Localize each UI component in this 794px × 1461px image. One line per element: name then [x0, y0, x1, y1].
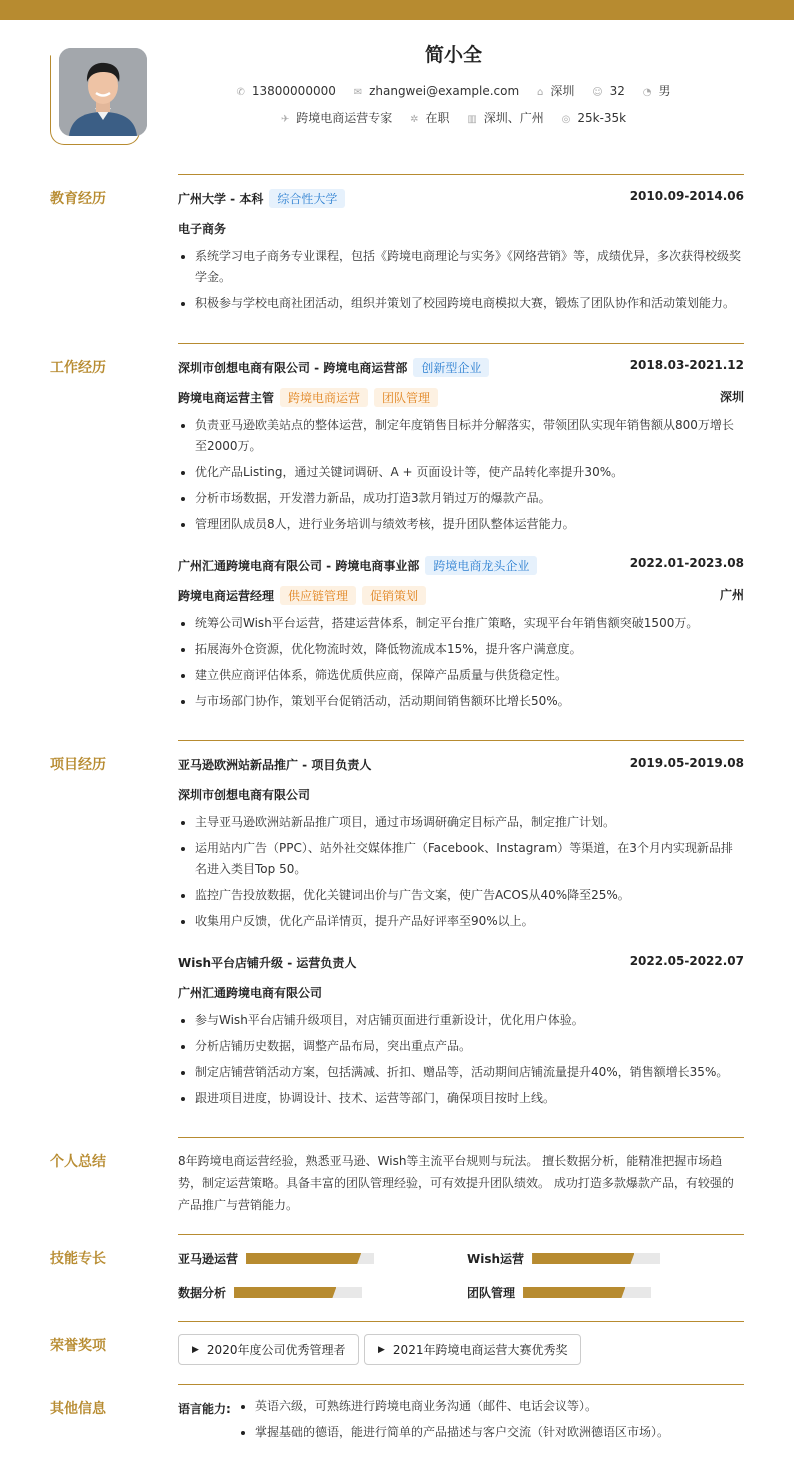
- email-value: zhangwei@example.com: [369, 84, 520, 98]
- skill-bar: [532, 1253, 660, 1264]
- education-major: 电子商务: [178, 222, 227, 236]
- list-item: 参与Wish平台店铺升级项目，对店铺页面进行重新设计，优化用户体验。: [178, 1010, 744, 1031]
- list-item: 掌握基础的德语，能进行简单的产品描述与客户交流（针对欧洲德语区市场）。: [238, 1422, 744, 1443]
- work-header: [178, 358, 744, 377]
- work-title: 工作经历: [50, 360, 106, 376]
- skill-bar-fill: [234, 1287, 336, 1298]
- school-tag: 综合性大学: [269, 189, 345, 208]
- phone-value: 13800000000: [251, 84, 336, 98]
- user-icon: ☺: [592, 87, 603, 98]
- project-bullets: [178, 812, 744, 937]
- building-icon: ▥: [467, 114, 477, 125]
- section-divider: [178, 174, 744, 175]
- status-value: 在职: [425, 111, 450, 125]
- city-item: [537, 82, 574, 99]
- salary-item: [562, 111, 627, 125]
- list-item: 积极参与学校电商社团活动，组织并策划了校园跨境电商模拟大赛，锻炼了团队协作和活动策划能力。: [178, 293, 744, 314]
- work-location: 深圳: [719, 390, 744, 404]
- skill-bar: [523, 1287, 651, 1298]
- list-item: 收集用户反馈，优化产品详情页，提升产品好评率至90%以上。: [178, 911, 744, 932]
- play-icon: ▶: [378, 1344, 385, 1355]
- list-item: 负责亚马逊欧美站点的整体运营，制定年度销售目标并分解落实，带领团队实现年销售额从800万增长至2000万。: [178, 415, 744, 457]
- list-item: 拓展海外仓资源，优化物流时效，降低物流成本15%，提升客户满意度。: [178, 639, 744, 660]
- list-item: 与市场部门协作，策划平台促销活动，活动期间销售额环比增长50%。: [178, 691, 744, 712]
- project-bullets: [178, 1010, 744, 1114]
- skill-name: Wish运营: [467, 1252, 525, 1266]
- other-title: 其他信息: [50, 1401, 106, 1417]
- skill-tag: 促销策划: [362, 586, 426, 605]
- project-period: 2019.05-2019.08: [629, 756, 744, 770]
- project-period: 2022.05-2022.07: [629, 954, 744, 968]
- section-divider: [178, 1321, 744, 1322]
- list-item: 分析市场数据，开发潜力新品，成功打造3款月销过万的爆款产品。: [178, 488, 744, 509]
- skill-bar-fill: [246, 1253, 361, 1264]
- position-value: 跨境电商运营专家: [296, 111, 393, 125]
- award-item: [178, 1334, 359, 1365]
- work-location: 广州: [719, 588, 744, 602]
- list-item: 监控广告投放数据，优化关键词出价与广告文案，使广告ACOS从40%降至25%。: [178, 885, 744, 906]
- work-bullets: [178, 613, 744, 717]
- award-label: 2020年度公司优秀管理者: [206, 1343, 346, 1357]
- section-divider: [178, 740, 744, 741]
- skill-tag: 供应链管理: [280, 586, 356, 605]
- company-name: 深圳市创想电商有限公司 - 跨境电商运营部: [178, 361, 408, 375]
- contact-row: [0, 82, 794, 99]
- skill-item: [178, 1284, 362, 1301]
- candidate-name: 简小全: [424, 44, 482, 66]
- skill-tag: 跨境电商运营: [280, 388, 368, 407]
- school-name: 广州大学 - 本科: [178, 192, 264, 206]
- project-title: 亚马逊欧洲站新品推广 - 项目负责人: [178, 758, 372, 772]
- project-header: [178, 756, 744, 773]
- work-role-row: [178, 586, 744, 605]
- age-item: [592, 84, 625, 98]
- list-item: 优化产品Listing，通过关键词调研、A + 页面设计等，使产品转化率提升30%。: [178, 462, 744, 483]
- skill-bar-fill: [523, 1287, 625, 1298]
- skill-bar: [234, 1287, 362, 1298]
- section-divider: [178, 1234, 744, 1235]
- project-company: 广州汇通跨境电商有限公司: [178, 986, 323, 1000]
- plane-icon: ✈: [280, 114, 290, 125]
- company-name: 广州汇通跨境电商有限公司 - 跨境电商事业部: [178, 559, 420, 573]
- gear-icon: ✲: [410, 114, 419, 125]
- education-header: [178, 189, 744, 208]
- list-item: 运用站内广告（PPC）、站外社交媒体推广（Facebook、Instagram）等渠道，在3个月内实现新品排名进入类目Top 50。: [178, 838, 744, 880]
- role-title: 跨境电商运营经理: [178, 589, 275, 603]
- work-period: 2022.01-2023.08: [629, 556, 744, 570]
- gender-item: [643, 82, 671, 99]
- skill-name: 团队管理: [467, 1286, 516, 1300]
- expected-city-item: [467, 109, 543, 126]
- expected-city-value: 深圳、广州: [483, 111, 544, 125]
- projects-title: 项目经历: [50, 757, 106, 773]
- list-item: 英语六级，可熟练进行跨境电商业务沟通（邮件、电话会议等）。: [238, 1396, 744, 1417]
- work-role-row: [178, 388, 744, 407]
- skill-name: 亚马逊运营: [178, 1252, 239, 1266]
- honors-title: 荣誉奖项: [50, 1338, 106, 1354]
- section-divider: [178, 1137, 744, 1138]
- home-icon: ⌂: [537, 87, 544, 98]
- project-title: Wish平台店铺升级 - 运营负责人: [178, 956, 357, 970]
- status-item: [410, 109, 449, 126]
- coin-icon: ◎: [561, 114, 571, 125]
- education-period: 2010.09-2014.06: [629, 189, 744, 203]
- section-divider: [178, 343, 744, 344]
- top-accent-bar: [0, 0, 794, 20]
- play-icon: ▶: [192, 1344, 199, 1355]
- skill-bar: [246, 1253, 374, 1264]
- phone-item: [236, 84, 335, 98]
- position-item: [281, 109, 392, 126]
- list-item: 主导亚马逊欧洲站新品推广项目，通过市场调研确定目标产品，制定推广计划。: [178, 812, 744, 833]
- job-intent-row: [0, 109, 794, 126]
- skill-bar-fill: [532, 1253, 634, 1264]
- skill-item: [467, 1250, 660, 1267]
- project-company: 深圳市创想电商有限公司: [178, 788, 311, 802]
- summary-text: 8年跨境电商运营经验，熟悉亚马逊、Wish等主流平台规则与玩法。 擅长数据分析，能精准把握市场趋势，制定运营策略。具备丰富的团队管理经验，可有效提升团队绩效。 成功打造多款爆款产品，有较强的产品推广与营销能力。: [178, 1154, 734, 1212]
- award-label: 2021年跨境电商运营大赛优秀奖: [392, 1343, 568, 1357]
- list-item: 跟进项目进度，协调设计、技术、运营等部门，确保项目按时上线。: [178, 1088, 744, 1109]
- project-header: [178, 954, 744, 971]
- skill-tag: 团队管理: [374, 388, 438, 407]
- skill-item: [178, 1250, 374, 1267]
- work-period: 2018.03-2021.12: [629, 358, 744, 372]
- work-bullets: [178, 415, 744, 540]
- list-item: 管理团队成员8人，进行业务培训与绩效考核，提升团队整体运营能力。: [178, 514, 744, 535]
- gender-value: 男: [658, 84, 671, 98]
- section-divider: [178, 1384, 744, 1385]
- skill-name: 数据分析: [178, 1286, 227, 1300]
- mail-icon: ✉: [353, 87, 363, 98]
- company-tag: 跨境电商龙头企业: [425, 556, 537, 575]
- company-tag: 创新型企业: [413, 358, 489, 377]
- city-value: 深圳: [550, 84, 575, 98]
- list-item: 制定店铺营销活动方案，包括满减、折扣、赠品等，活动期间店铺流量提升40%，销售额增长35%。: [178, 1062, 744, 1083]
- education-title: 教育经历: [50, 191, 106, 207]
- salary-value: 25k-35k: [577, 111, 627, 125]
- list-item: 统筹公司Wish平台运营，搭建运营体系，制定平台推广策略，实现平台年销售额突破1500万。: [178, 613, 744, 634]
- skill-item: [467, 1284, 651, 1301]
- phone-icon: ✆: [236, 87, 245, 98]
- email-item: [354, 84, 520, 98]
- gender-icon: ◔: [642, 87, 652, 98]
- list-item: 系统学习电子商务专业课程，包括《跨境电商理论与实务》《网络营销》等，成绩优异，多次获得校级奖学金。: [178, 246, 744, 288]
- language-bullets: [238, 1396, 744, 1448]
- language-label: 语言能力:: [178, 1402, 231, 1416]
- age-value: 32: [609, 84, 625, 98]
- education-bullets: [178, 246, 744, 319]
- summary-title: 个人总结: [50, 1154, 106, 1170]
- list-item: 分析店铺历史数据，调整产品布局，突出重点产品。: [178, 1036, 744, 1057]
- work-header: [178, 556, 744, 575]
- award-item: [364, 1334, 581, 1365]
- list-item: 建立供应商评估体系，筛选优质供应商，保障产品质量与供货稳定性。: [178, 665, 744, 686]
- skills-title: 技能专长: [50, 1251, 106, 1267]
- role-title: 跨境电商运营主管: [178, 391, 275, 405]
